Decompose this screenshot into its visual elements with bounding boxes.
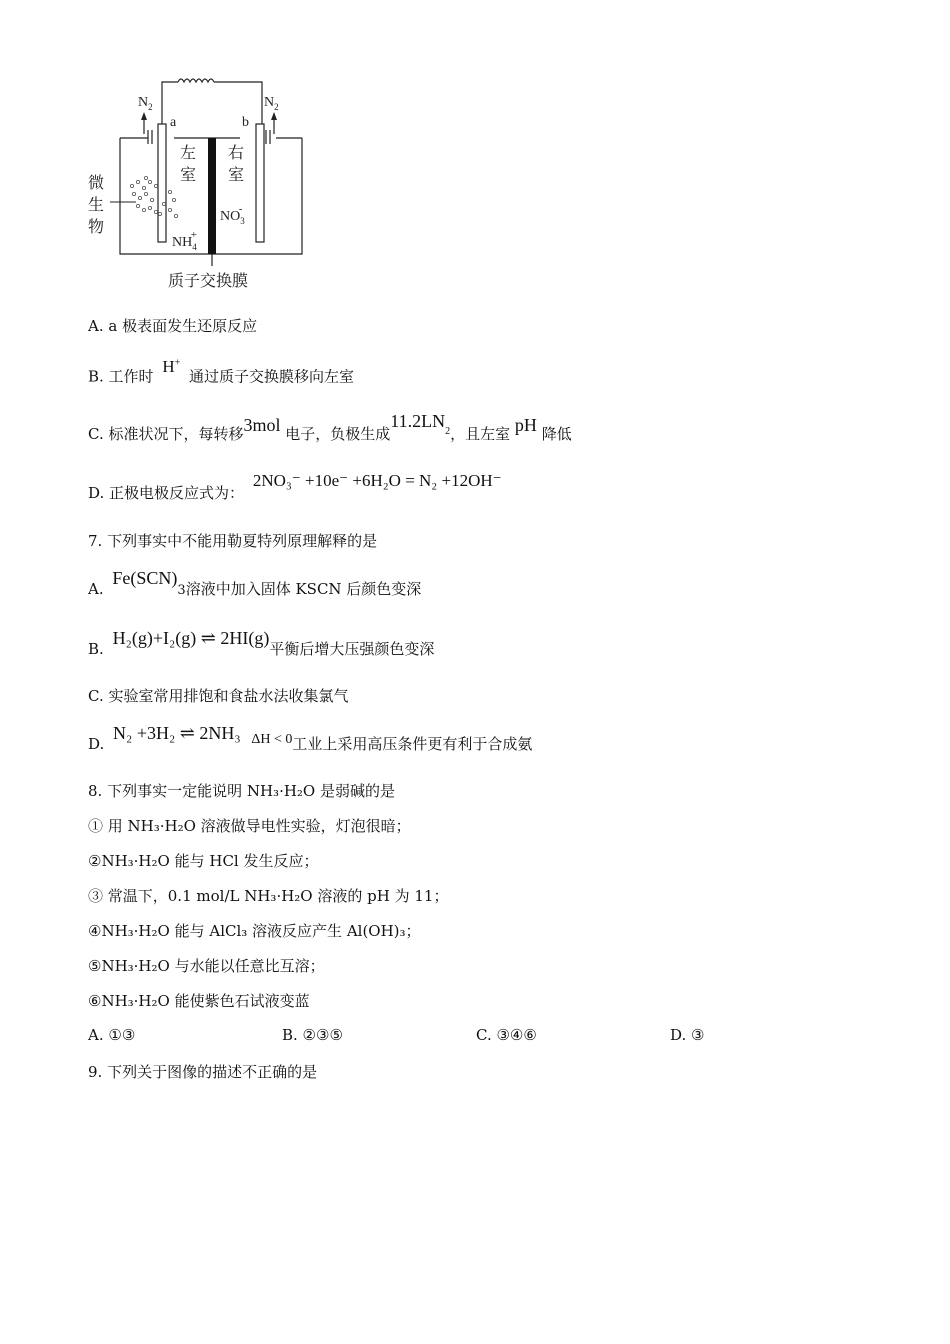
electrode-a bbox=[158, 124, 166, 242]
q6-option-d: D. 正极电极反应式为： 2NO₃⁻ +10e⁻ +6H₂O = N₂ +12OH⁻ bbox=[88, 471, 502, 502]
h-plus-formula: H+ bbox=[162, 356, 181, 376]
microbe-char2: 生 bbox=[88, 197, 105, 214]
resistor-coil bbox=[178, 79, 214, 82]
hi-equilibrium-equation: H₂(g)+I₂(g) ⇌ 2HI(g) bbox=[112, 628, 270, 648]
q8-option-a: A. ①③ bbox=[88, 1026, 136, 1044]
proton-membrane bbox=[208, 138, 216, 254]
q7-option-a: A. Fe(SCN)3溶液中加入固体 KSCN 后颜色变深 bbox=[88, 568, 422, 598]
q8-item-1: ① 用 NH₃·H₂O 溶液做导电性实验，灯泡很暗； bbox=[88, 817, 411, 835]
q7-option-c: C. 实验室常用排饱和食盐水法收集氯气 bbox=[88, 687, 349, 705]
electrode-a-label: a bbox=[170, 115, 177, 130]
electrode-b bbox=[256, 124, 264, 242]
q8-option-c: C. ③④⑥ bbox=[476, 1026, 537, 1044]
cell-svg bbox=[80, 70, 320, 300]
right-room-char2: 室 bbox=[228, 167, 245, 184]
q8-item-5: ⑤NH₃·H₂O 与水能以任意比互溶； bbox=[88, 957, 325, 975]
ammonium-label: $NH_4+$ bbox=[172, 229, 197, 252]
n2-left-label: $N_2$ bbox=[138, 95, 153, 112]
left-room-char1: 左 bbox=[180, 145, 197, 162]
microbe-dots bbox=[130, 176, 177, 217]
right-room-char1: 右 bbox=[228, 145, 245, 162]
q7-option-b: B. H₂(g)+I₂(g) ⇌ 2HI(g)平衡后增大压强颜色变深 bbox=[88, 628, 435, 658]
q7-option-d: D. N₂ +3H₂ ⇌ 2NH₃ ΔH < 0工业上采用高压条件更有利于合成氨 bbox=[88, 723, 533, 753]
ammonia-synthesis-equation: N₂ +3H₂ ⇌ 2NH₃ bbox=[113, 723, 241, 743]
membrane-caption: 质子交换膜 bbox=[168, 273, 249, 290]
q9-stem: 9. 下列关于图像的描述不正确的是 bbox=[88, 1063, 318, 1081]
q8-item-3: ③ 常温下，0.1 mol/L NH₃·H₂O 溶液的 pH 为 11； bbox=[88, 887, 449, 905]
q8-item-4: ④NH₃·H₂O 能与 AlCl₃ 溶液反应产生 Al(OH)₃； bbox=[88, 922, 421, 940]
q8-item-6: ⑥NH₃·H₂O 能使紫色石试液变蓝 bbox=[88, 992, 310, 1010]
microbe-char3: 物 bbox=[88, 219, 105, 236]
left-room-char2: 室 bbox=[180, 167, 197, 184]
q6-option-b: B. 工作时 H+ 通过质子交换膜移向左室 bbox=[88, 356, 355, 386]
n2-right-label: $N_2$ bbox=[264, 95, 279, 112]
electrode-b-label: b bbox=[242, 115, 249, 130]
q6-option-a: A. a 极表面发生还原反应 bbox=[88, 317, 258, 335]
electrochemical-cell-diagram bbox=[80, 70, 320, 300]
cathode-equation: 2NO₃⁻ +10e⁻ +6H₂O = N₂ +12OH⁻ bbox=[252, 471, 502, 490]
q6-option-c: C. 标准状况下，每转移3mol 电子，负极生成$11.2LN_2$，且左室 pH 降低 bbox=[88, 411, 572, 443]
nitrate-label: $NO_3-$ bbox=[220, 203, 245, 226]
q8-option-b: B. ②③⑤ bbox=[282, 1026, 343, 1044]
q7-stem: 7. 下列事实中不能用勒夏特列原理解释的是 bbox=[88, 532, 378, 550]
q8-option-d: D. ③ bbox=[670, 1026, 705, 1044]
q8-item-2: ②NH₃·H₂O 能与 HCl 发生反应； bbox=[88, 852, 319, 870]
microbe-char1: 微 bbox=[88, 175, 105, 192]
q8-stem: 8. 下列事实一定能说明 NH₃·H₂O 是弱碱的是 bbox=[88, 782, 395, 800]
